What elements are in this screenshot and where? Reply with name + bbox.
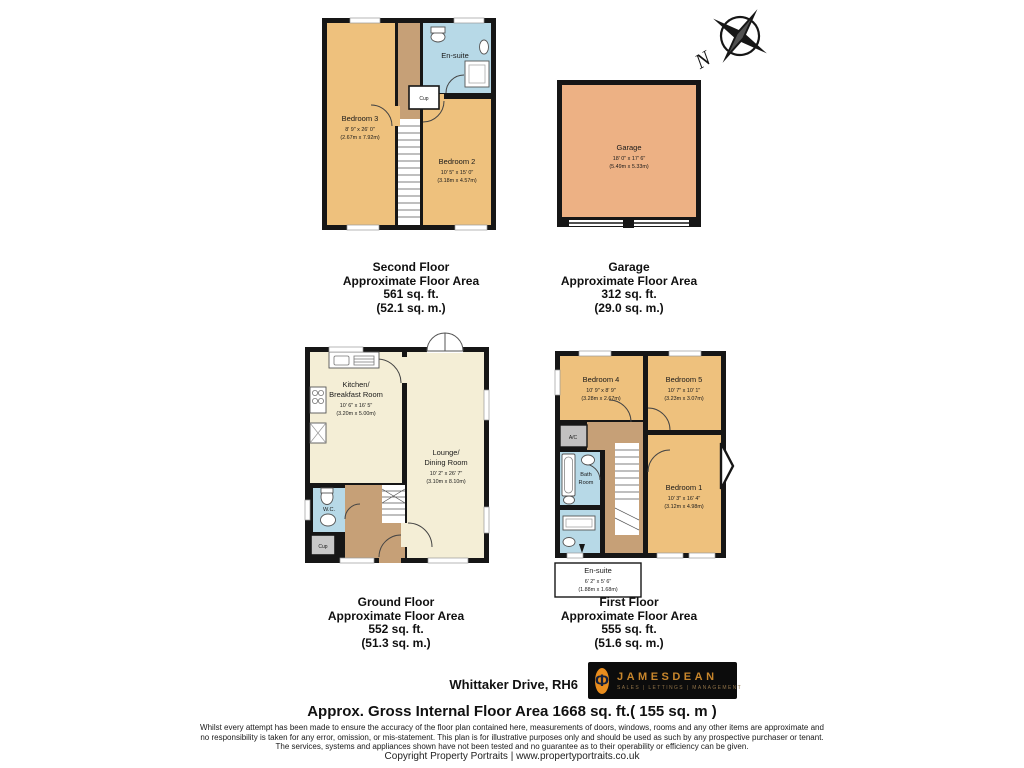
shower-icon	[563, 516, 595, 530]
first-floor-caption	[539, 596, 719, 650]
property-address: Whittaker Drive, RH6	[449, 677, 578, 692]
window	[340, 558, 374, 563]
caption-line: (29.0 sq. m.)	[594, 300, 664, 315]
lounge-dims-m: (3.10m x 8.10m)	[426, 479, 466, 485]
door-opening	[401, 357, 408, 383]
bay-window	[721, 443, 733, 489]
ground-floor-caption	[306, 596, 486, 650]
ensuite-name: En-suite	[584, 566, 612, 575]
agency-logo-text	[617, 671, 742, 691]
ac-label: A/C	[568, 435, 578, 441]
agency-brand-name: JAMESDEAN	[616, 670, 718, 683]
disclaimer-line: Whilst every attempt has been made to ensure the accuracy of the floor plan contained here, measurements of doors, windows, rooms and any other items are approximate and	[200, 723, 824, 732]
bedroom5-dims-ft: 10' 7" x 10' 1"	[667, 388, 701, 394]
toilet-cistern	[431, 27, 445, 33]
garage-dims-ft: 18' 0" x 17' 6"	[612, 156, 646, 162]
sink-icon	[480, 40, 489, 54]
window	[454, 18, 484, 23]
garage-plan	[553, 76, 703, 231]
window	[305, 500, 310, 520]
caption-line: (51.6 sq. m.)	[594, 635, 664, 650]
front-door-leaf	[427, 333, 445, 351]
bedroom2-name: Bedroom 2	[438, 157, 476, 166]
disclaimer-line: The services, systems and appliances shown have not been tested and no guarantee as to their operability or efficiency can be given.	[275, 742, 749, 751]
bedroom4-dims-m: (3.28m x 2.67m)	[581, 396, 621, 402]
bedroom2-dims-m: (3.18m x 4.57m)	[437, 178, 477, 184]
caption-line: Second Floor	[372, 260, 450, 274]
bedroom3-name: Bedroom 3	[341, 114, 379, 123]
room-bedroom-3	[327, 23, 395, 225]
bathtub-icon	[562, 454, 575, 496]
second-floor-stairs	[398, 119, 420, 225]
bedroom5-dims-m: (3.23m x 3.07m)	[664, 396, 704, 402]
bedroom3-dims-m: (2.67m x 7.92m)	[340, 135, 380, 141]
sink-icon	[582, 455, 595, 465]
caption-line: Approximate Floor Area	[327, 608, 465, 623]
cupboard-label: Cup	[419, 96, 429, 102]
window	[347, 225, 379, 230]
front-door-leaf	[445, 333, 463, 351]
caption-line: (51.3 sq. m.)	[361, 635, 431, 650]
sink-icon	[321, 514, 336, 526]
lounge-name-2: Dining Room	[424, 458, 468, 467]
door-opening	[392, 106, 400, 126]
agency-logo-badge-icon: Φ	[595, 668, 609, 694]
first-floor-plan	[549, 348, 739, 600]
kitchen-dims-ft: 10' 6" x 16' 5"	[339, 403, 373, 409]
compass-rose	[690, 2, 785, 80]
caption-line: 552 sq. ft.	[368, 622, 424, 636]
compass-north-label: N	[690, 45, 715, 74]
bedroom1-dims-ft: 10' 3" x 16' 4"	[667, 496, 701, 502]
bedroom3-dims-ft: 8' 9" x 26' 0"	[345, 127, 375, 133]
door-opening	[379, 556, 401, 563]
disclaimer-line: no responsibility is taken for any error, omission, or mis-statement. This plan is for illustrative purposes only and should be used as such by any prospective purchaser or tenant.	[200, 732, 824, 742]
kitchen-name-1: Kitchen/	[342, 380, 370, 389]
toilet-cistern	[321, 488, 333, 493]
ensuite-dims-ft: 6' 2" x 5' 6"	[584, 579, 612, 585]
toilet-icon	[431, 32, 445, 42]
caption-line: Approximate Floor Area	[342, 273, 480, 288]
second-floor-caption	[321, 261, 501, 315]
gross-internal-area: Approx. Gross Internal Floor Area 1668 sq. ft.( 155 sq. m )	[307, 703, 717, 720]
lounge-dims-ft: 10' 2" x 26' 7"	[429, 471, 463, 477]
room-kitchen	[310, 352, 402, 483]
window	[555, 370, 560, 395]
bedroom2-dims-ft: 10' 5" x 15' 0"	[440, 170, 474, 176]
window	[579, 351, 611, 356]
window	[455, 225, 487, 230]
bedroom1-name: Bedroom 1	[665, 483, 703, 492]
agency-tagline: SALES | LETTINGS | MANAGEMENT	[616, 684, 743, 691]
second-floor-plan	[318, 16, 496, 236]
window	[329, 347, 363, 352]
disclaimer	[0, 723, 1024, 752]
window	[350, 18, 380, 23]
copyright-line: Copyright Property Portraits | www.propertyportraits.co.uk	[384, 751, 640, 762]
window	[428, 558, 468, 563]
toilet-icon	[563, 538, 575, 547]
wc-label: W.C.	[322, 507, 336, 513]
window	[657, 553, 683, 558]
caption-line: Garage	[608, 260, 650, 274]
caption-line: 312 sq. ft.	[601, 287, 657, 301]
ensuite-dims-m: (1.88m x 1.68m)	[578, 587, 618, 593]
window	[669, 351, 701, 356]
caption-line: Approximate Floor Area	[560, 608, 698, 623]
window	[484, 507, 489, 533]
bathroom-label-2: Room	[578, 480, 594, 486]
window	[484, 390, 489, 420]
caption-line: Ground Floor	[357, 595, 435, 609]
caption-line: First Floor	[599, 595, 659, 609]
garage-dims-m: (5.49m x 5.33m)	[609, 164, 649, 170]
window	[567, 553, 583, 558]
door-opening	[401, 523, 408, 547]
caption-line: 561 sq. ft.	[383, 287, 439, 301]
caption-line: (52.1 sq. m.)	[376, 300, 446, 315]
garage-door-post	[623, 217, 634, 228]
caption-line: 555 sq. ft.	[601, 622, 657, 636]
garage-name: Garage	[616, 143, 642, 152]
bedroom4-dims-ft: 10' 9" x 8' 9"	[586, 388, 616, 394]
garage-caption	[539, 261, 719, 315]
kitchen-name-2: Breakfast Room	[329, 390, 383, 399]
bathroom-label-1: Bath	[580, 472, 592, 478]
toilet-icon	[564, 496, 575, 504]
lounge-name-1: Lounge/	[432, 448, 460, 457]
kitchen-dims-m: (3.20m x 5.00m)	[336, 411, 376, 417]
ensuite-second-name: En-suite	[441, 51, 469, 60]
caption-line: Approximate Floor Area	[560, 273, 698, 288]
bedroom4-name: Bedroom 4	[582, 375, 620, 384]
agency-logo	[588, 662, 743, 699]
window	[689, 553, 715, 558]
bedroom5-name: Bedroom 5	[665, 375, 703, 384]
cupboard-ground-label: Cup	[318, 544, 328, 550]
bedroom1-dims-m: (3.12m x 4.98m)	[664, 504, 704, 510]
ground-floor-plan	[301, 327, 491, 567]
